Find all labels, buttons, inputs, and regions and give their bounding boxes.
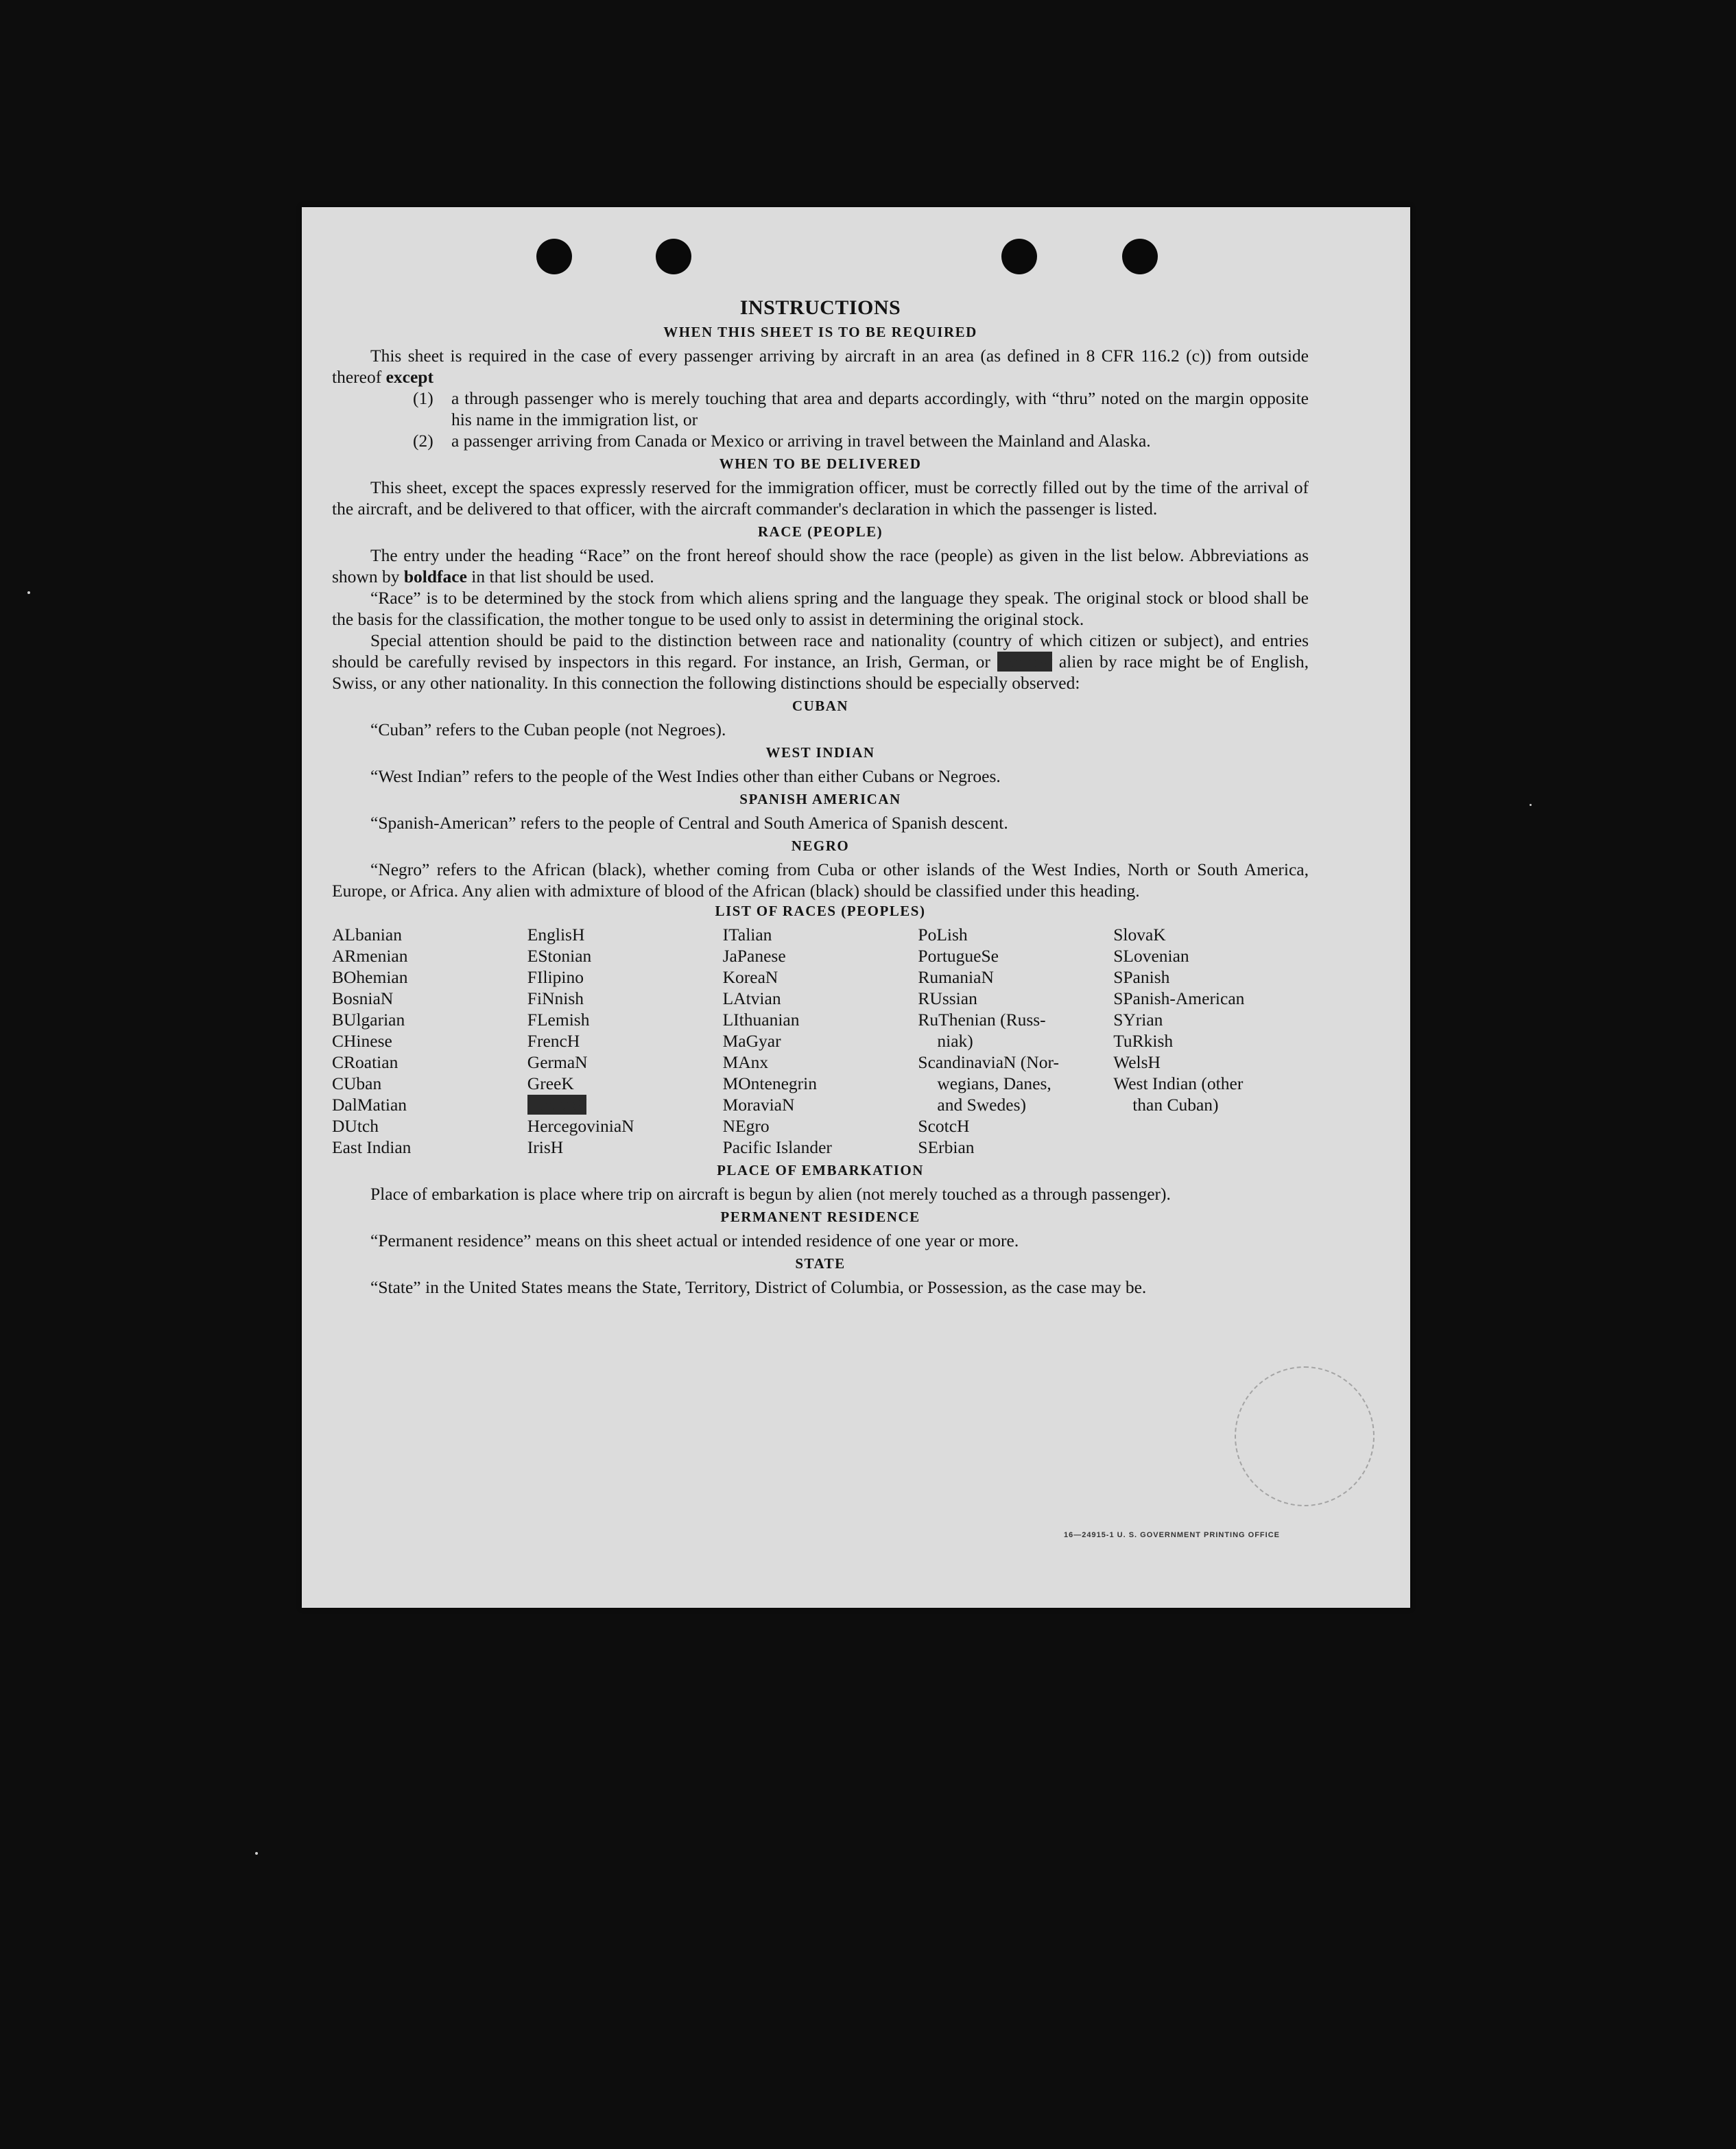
exception-item xyxy=(413,430,1309,451)
race-column-3 xyxy=(723,924,918,1158)
race-item: ALbanian xyxy=(332,925,402,945)
film-speck xyxy=(1530,804,1532,806)
race-item: Pacific Islander xyxy=(722,1137,832,1157)
race-item: KoreaN xyxy=(722,967,778,987)
race-paragraph-1 xyxy=(332,545,1309,587)
page-title: INSTRUCTIONS xyxy=(739,296,901,319)
race-item: NEgro xyxy=(722,1116,770,1136)
instructions-content xyxy=(332,296,1309,1298)
embarkation-paragraph: Place of embarkation is place where trip on aircraft is begun by alien (not merely touched as a through passenger). xyxy=(370,1184,1171,1204)
exception-item xyxy=(413,388,1309,430)
document-sheet xyxy=(302,207,1410,1608)
race-item: ScotcH xyxy=(918,1116,970,1136)
section-heading-negro: NEGRO xyxy=(791,838,850,854)
race-item: PoLish xyxy=(918,925,968,945)
race-item: RumaniaN xyxy=(918,967,994,987)
section-heading-residence: PERMANENT RESIDENCE xyxy=(720,1209,920,1225)
race-column-1 xyxy=(332,924,527,1158)
west-indian-paragraph: “West Indian” refers to the people of the West Indies other than either Cubans or Negroes. xyxy=(370,766,1001,786)
race-p1-bold: boldface xyxy=(403,567,467,586)
race-item: HercegoviniaN xyxy=(527,1116,634,1136)
race-item: GermaN xyxy=(527,1052,588,1072)
race-p1-text-end: in that list should be used. xyxy=(471,567,654,586)
race-item: PortugueSe xyxy=(918,946,999,966)
punch-hole xyxy=(1122,239,1158,274)
race-item: EStonian xyxy=(527,946,592,966)
race-item: SPanish xyxy=(1113,967,1170,987)
race-item: CUban xyxy=(332,1073,382,1093)
race-item-continued: wegians, Danes, xyxy=(937,1073,1051,1093)
race-item: ITalian xyxy=(722,925,772,945)
redacted-word: Hebrew xyxy=(997,652,1053,672)
punch-hole xyxy=(656,239,691,274)
race-item: GreeK xyxy=(527,1073,574,1093)
section-heading-delivered: WHEN TO BE DELIVERED xyxy=(719,455,922,472)
race-item: TuRkish xyxy=(1113,1031,1174,1051)
cuban-paragraph: “Cuban” refers to the Cuban people (not Negroes). xyxy=(370,720,726,739)
race-item: West Indian (other xyxy=(1113,1073,1244,1093)
race-item: MaGyar xyxy=(722,1031,781,1051)
film-speck xyxy=(27,591,30,594)
spanish-american-paragraph: “Spanish-American” refers to the people of Central and South America of Spanish descent. xyxy=(370,813,1008,833)
race-item: MAnx xyxy=(722,1052,769,1072)
race-item: BosniaN xyxy=(332,988,394,1008)
race-item: LAtvian xyxy=(722,988,781,1008)
section-heading-state: STATE xyxy=(795,1255,846,1272)
race-item: FrencH xyxy=(527,1031,580,1051)
required-paragraph xyxy=(332,345,1309,388)
race-item: WelsH xyxy=(1113,1052,1161,1072)
race-item: EnglisH xyxy=(527,925,585,945)
race-item: CRoatian xyxy=(332,1052,399,1072)
race-list xyxy=(332,924,1309,1158)
section-heading-cuban: CUBAN xyxy=(792,698,849,714)
race-item: BOhemian xyxy=(332,967,408,987)
race-item: JaPanese xyxy=(722,946,786,966)
race-item: MOntenegrin xyxy=(722,1073,817,1093)
race-column-4 xyxy=(918,924,1113,1158)
race-item: IrisH xyxy=(527,1137,564,1157)
race-item: FLemish xyxy=(527,1010,590,1030)
exception-text: a passenger arriving from Canada or Mexico or arriving in travel between the Mainland and Alaska. xyxy=(451,431,1151,451)
race-item: SErbian xyxy=(918,1137,975,1157)
required-text: This sheet is required in the case of every passenger arriving by aircraft in an area (as defined in 8 CFR 116.2 (c)) from outside thereof xyxy=(332,346,1309,387)
race-column-2 xyxy=(527,924,723,1158)
section-heading-spanish-american: SPANISH AMERICAN xyxy=(739,791,901,807)
residence-paragraph: “Permanent residence” means on this sheet actual or intended residence of one year or more. xyxy=(370,1231,1019,1250)
delivered-paragraph: This sheet, except the spaces expressly reserved for the immigration officer, must be correctly filled out by the time of the arrival of the aircraft, and be delivered to that officer, with the aircraft commander's declaration in which the passenger is listed. xyxy=(332,477,1309,519)
race-item: MoraviaN xyxy=(722,1095,795,1115)
race-item: FiNnish xyxy=(527,988,584,1008)
race-item-continued: and Swedes) xyxy=(937,1095,1026,1115)
section-heading-list-of-races: LIST OF RACES (PEOPLES) xyxy=(715,903,926,919)
race-item: RUssian xyxy=(918,988,977,1008)
printing-office-code: 16—24915-1 U. S. GOVERNMENT PRINTING OFFICE xyxy=(1063,1531,1280,1539)
required-except: except xyxy=(385,367,433,387)
section-heading-west-indian: WEST INDIAN xyxy=(765,744,875,761)
punch-hole xyxy=(1001,239,1037,274)
race-item-redacted xyxy=(527,1094,723,1115)
exception-text: a through passenger who is merely touching that area and departs accordingly, with “thru” noted on the margin opposite his name in the immigration list, or xyxy=(451,388,1309,429)
state-paragraph: “State” in the United States means the State, Territory, District of Columbia, or Possession, as the case may be. xyxy=(370,1277,1147,1297)
race-p1-text: The entry under the heading “Race” on the front hereof should show the race (people) as given in the list below. Abbreviations as shown by xyxy=(332,545,1309,586)
race-item: CHinese xyxy=(332,1031,392,1051)
redacted-word: HebreW xyxy=(527,1095,587,1115)
race-item: DalMatian xyxy=(332,1095,407,1115)
race-paragraph-3 xyxy=(332,630,1309,693)
race-item: DUtch xyxy=(332,1116,379,1136)
race-item: SYrian xyxy=(1113,1010,1163,1030)
section-heading-race: RACE (PEOPLE) xyxy=(757,523,883,540)
race-item: BUlgarian xyxy=(332,1010,405,1030)
race-item: East Indian xyxy=(332,1137,412,1157)
race-item: LIthuanian xyxy=(722,1010,800,1030)
race-item: SlovaK xyxy=(1113,925,1166,945)
race-item: ScandinaviaN (Nor- xyxy=(918,1052,1059,1072)
race-p3-text-end: alien by race might be of English, Swiss, or any other nationality. In this connection the following distinctions should be especially observed: xyxy=(332,652,1309,693)
exception-number: (1) xyxy=(413,388,433,408)
section-heading-embarkation: PLACE OF EMBARKATION xyxy=(717,1162,924,1178)
race-item: SLovenian xyxy=(1113,946,1189,966)
race-item-continued: than Cuban) xyxy=(1132,1095,1219,1115)
race-column-5 xyxy=(1113,924,1309,1158)
film-speck xyxy=(255,1852,258,1855)
race-paragraph-2: “Race” is to be determined by the stock from which aliens spring and the language they speak. The original stock or blood shall be the basis for the classification, the mother tongue to be used only to assist in determining the original stock. xyxy=(332,588,1309,629)
punch-hole xyxy=(536,239,572,274)
race-item-continued: niak) xyxy=(937,1031,973,1051)
section-heading-required: WHEN THIS SHEET IS TO BE REQUIRED xyxy=(663,324,977,340)
race-item: FIlipino xyxy=(527,967,584,987)
race-p3-text: Special attention should be paid to the distinction between race and nationality (country of which citizen or subject), and entries should be carefully revised by inspectors in this regard. For instance, an Irish, German, or xyxy=(332,630,1309,672)
faded-stamp-graphic xyxy=(1235,1366,1375,1506)
exception-number: (2) xyxy=(413,431,433,451)
negro-paragraph: “Negro” refers to the African (black), whether coming from Cuba or other islands of the West Indies, North or South America, Europe, or Africa. Any alien with admixture of blood of the African (black) should be classified under this heading. xyxy=(332,859,1309,901)
race-item: RuThenian (Russ- xyxy=(918,1010,1046,1030)
race-item: ARmenian xyxy=(332,946,408,966)
race-item: SPanish-American xyxy=(1113,988,1245,1008)
